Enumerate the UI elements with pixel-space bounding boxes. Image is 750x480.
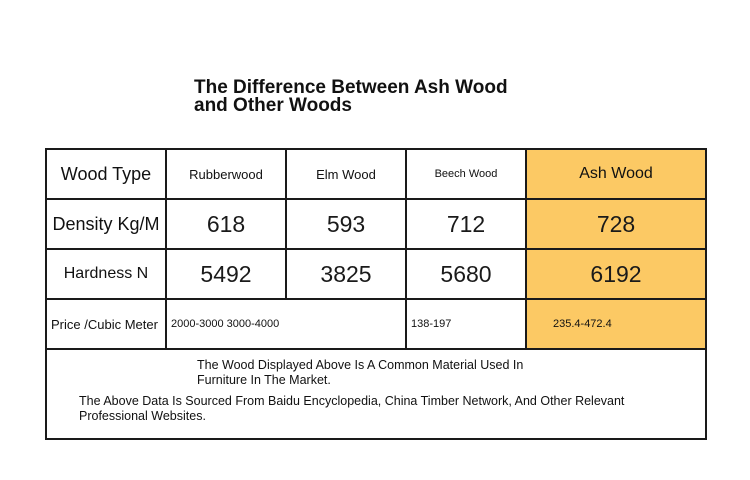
notes-cell xyxy=(46,349,706,439)
price-beech-wood: 138-197 xyxy=(406,299,526,349)
header-wood-type: Wood Type xyxy=(46,149,166,199)
table-row-price xyxy=(46,299,706,349)
density-ash-wood: 728 xyxy=(526,199,706,249)
density-rubberwood: 618 xyxy=(166,199,286,249)
header-elm-wood: Elm Wood xyxy=(286,149,406,199)
price-label: Price /Cubic Meter xyxy=(46,299,166,349)
density-elm-wood: 593 xyxy=(286,199,406,249)
header-beech-wood: Beech Wood xyxy=(406,149,526,199)
hardness-elm-wood: 3825 xyxy=(286,249,406,299)
wood-comparison-table xyxy=(45,148,707,440)
table-row-hardness xyxy=(46,249,706,299)
hardness-rubberwood: 5492 xyxy=(166,249,286,299)
hardness-beech-wood: 5680 xyxy=(406,249,526,299)
price-ash-wood: 235.4-472.4 xyxy=(526,299,706,349)
page-title-line1: The Difference Between Ash Wood xyxy=(194,77,508,98)
note-data-source: The Above Data Is Sourced From Baidu Encyclopedia, China Timber Network, And Other Relevant Professional Websites. xyxy=(79,394,625,423)
price-rubberwood-elm: 2000-3000 3000-4000 xyxy=(166,299,406,349)
note-common-material: The Wood Displayed Above Is A Common Material Used In Furniture In The Market. xyxy=(197,358,524,387)
hardness-ash-wood: 6192 xyxy=(526,249,706,299)
table-row-density xyxy=(46,199,706,249)
hardness-label: Hardness N xyxy=(46,249,166,299)
density-label: Density Kg/M xyxy=(46,199,166,249)
page-title xyxy=(194,79,508,115)
table-header-row xyxy=(46,149,706,199)
page-title-line2: and Other Woods xyxy=(194,95,352,116)
header-rubberwood: Rubberwood xyxy=(166,149,286,199)
density-beech-wood: 712 xyxy=(406,199,526,249)
header-ash-wood: Ash Wood xyxy=(526,149,706,199)
table-row-notes xyxy=(46,349,706,439)
